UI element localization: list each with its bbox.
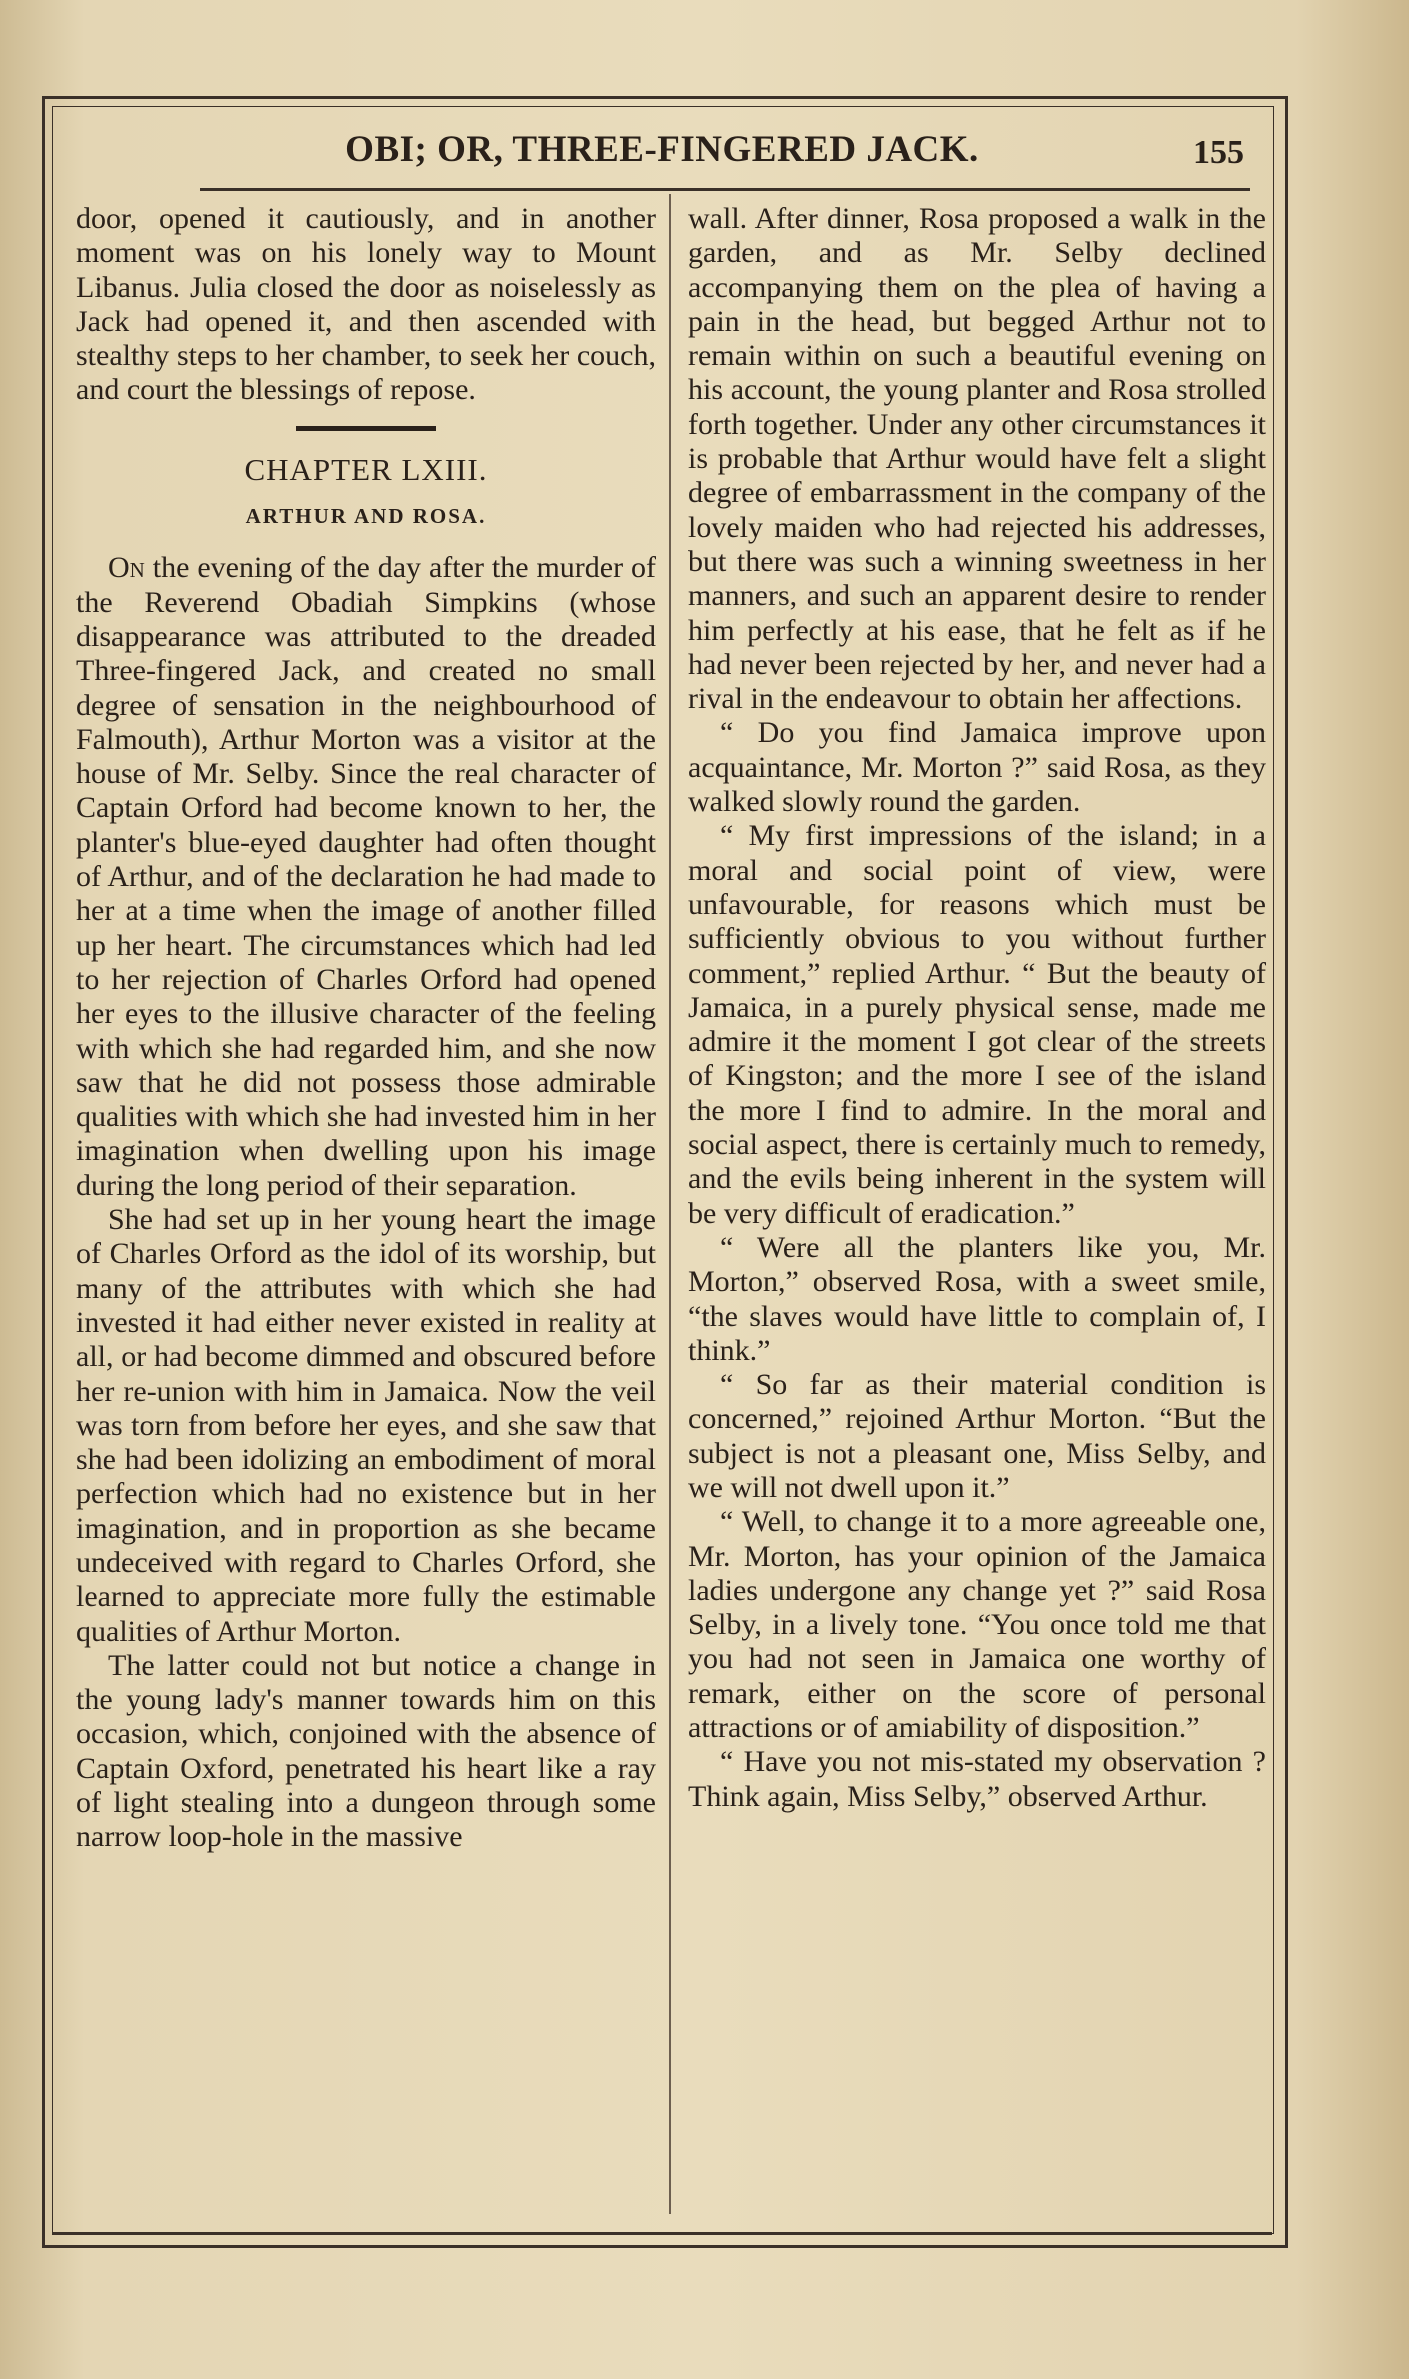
paragraph: The latter could not but notice a change in the young lady's manner towards him on this occasion, which, conjoined with the absence of Captain Oxford, penetrated his heart like a ray of light stealing into a dungeon through some narrow loop-hole in the massive bbox=[76, 1648, 656, 1854]
paragraph: She had set up in her young heart the image of Charles Orford as the idol of its worship, but many of the attributes with which she had invested it had either never existed in reality at all, or had become dimmed and obscured before her re-union with him in Jamaica. Now the veil was torn from before her eyes, and she saw that she had been idolizing an embodiment of moral perfection which had no existence but in her imagination, and in proportion as she became undeceived with regard to Charles Orford, she learned to appreciate more fully the estimable qualities of Arthur Morton. bbox=[76, 1203, 656, 1648]
paragraph: “ My first impressions of the island; in a moral and social point of view, were unfavourable, for reasons which must be sufficiently obvious to you without further comment,” replied Arthur. “ But the beauty of Jamaica, in a purely physical sense, made me admire it the moment I got clear of the streets of Kingston; and the more I see of the island the more I find to admire. In the moral and social aspect, there is certainly much to remedy, and the evils being inherent in the system will be very difficult of eradication.” bbox=[688, 819, 1266, 1230]
running-title: OBI; OR, THREE-FINGERED JACK. bbox=[345, 129, 979, 170]
left-column bbox=[76, 202, 656, 1855]
drop-cap: On bbox=[108, 551, 145, 585]
paragraph-text: the evening of the day after the murder of the Reverend Obadiah Simpkins (whose disappearance was attributed to the dreaded Three-fingered Jack, and created no small degree of sensation in the neighbourhood of Falmouth), Arthur Morton was a visitor at the house of Mr. Selby. Since the real character of Captain Orford had become known to her, the planter's blue-eyed daughter had often thought of Arthur, and of the declaration he had made to her at a time when the image of another filled up her heart. The circumstances which had led to her rejection of Charles Orford had opened her eyes to the illusive character of the feeling with which she had regarded him, and she now saw that he did not possess those admirable qualities with which she had invested him in her imagination when dwelling upon his image during the long period of their separation. bbox=[76, 551, 656, 1202]
paragraph: “ Well, to change it to a more agreeable one, Mr. Morton, has your opinion of the Jamaica ladies undergone any change yet ?” said Rosa Selby, in a lively tone. “You once told me that you had not seen in Jamaica one worthy of remark, either on the score of personal attractions or of amiability of disposition.” bbox=[688, 1505, 1266, 1745]
right-column bbox=[688, 202, 1266, 1814]
page-number: 155 bbox=[1193, 134, 1244, 171]
chapter-subtitle: ARTHUR AND ROSA. bbox=[245, 504, 487, 529]
paragraph: “ Do you find Jamaica improve upon acquaintance, Mr. Morton ?” said Rosa, as they walked slowly round the garden. bbox=[688, 716, 1266, 819]
page-header bbox=[52, 122, 1272, 184]
paragraph: “ Have you not mis-stated my observation ? Think again, Miss Selby,” observed Arthur. bbox=[688, 1745, 1266, 1813]
chapter-title: CHAPTER LXIII. bbox=[244, 451, 488, 487]
paragraph: wall. After dinner, Rosa proposed a walk in the garden, and as Mr. Selby declined accompanying them on the plea of having a pain in the head, but begged Arthur not to remain within on such a beautiful evening on his account, the young planter and Rosa strolled forth together. Under any other circumstances it is probable that Arthur would have felt a slight degree of embarrassment in the company of the lovely maiden who had rejected his addresses, but there was such a winning sweetness in her manners, and such an apparent desire to render him perfectly at his ease, that he felt as if he had never been rejected by her, and never had a rival in the endeavour to obtain her affections. bbox=[688, 202, 1266, 716]
bottom-rule bbox=[52, 2232, 1272, 2235]
paragraph: door, opened it cautiously, and in another moment was on his lonely way to Mount Libanus. Julia closed the door as noiselessly as Jack had opened it, and then ascended with stealthy steps to her chamber, to seek her couch, and court the blessings of repose. bbox=[76, 202, 656, 407]
paragraph: “ So far as their material condition is concerned,” rejoined Arthur Morton. “But the subject is not a pleasant one, Miss Selby, and we will not dwell upon it.” bbox=[688, 1368, 1266, 1504]
paragraph: “ Were all the planters like you, Mr. Morton,” observed Rosa, with a sweet smile, “the slaves would have little to complain of, I think.” bbox=[688, 1230, 1266, 1367]
paragraph bbox=[76, 551, 656, 1203]
column-divider bbox=[669, 194, 671, 2214]
header-rule bbox=[200, 188, 1250, 191]
chapter-rule bbox=[296, 426, 436, 431]
